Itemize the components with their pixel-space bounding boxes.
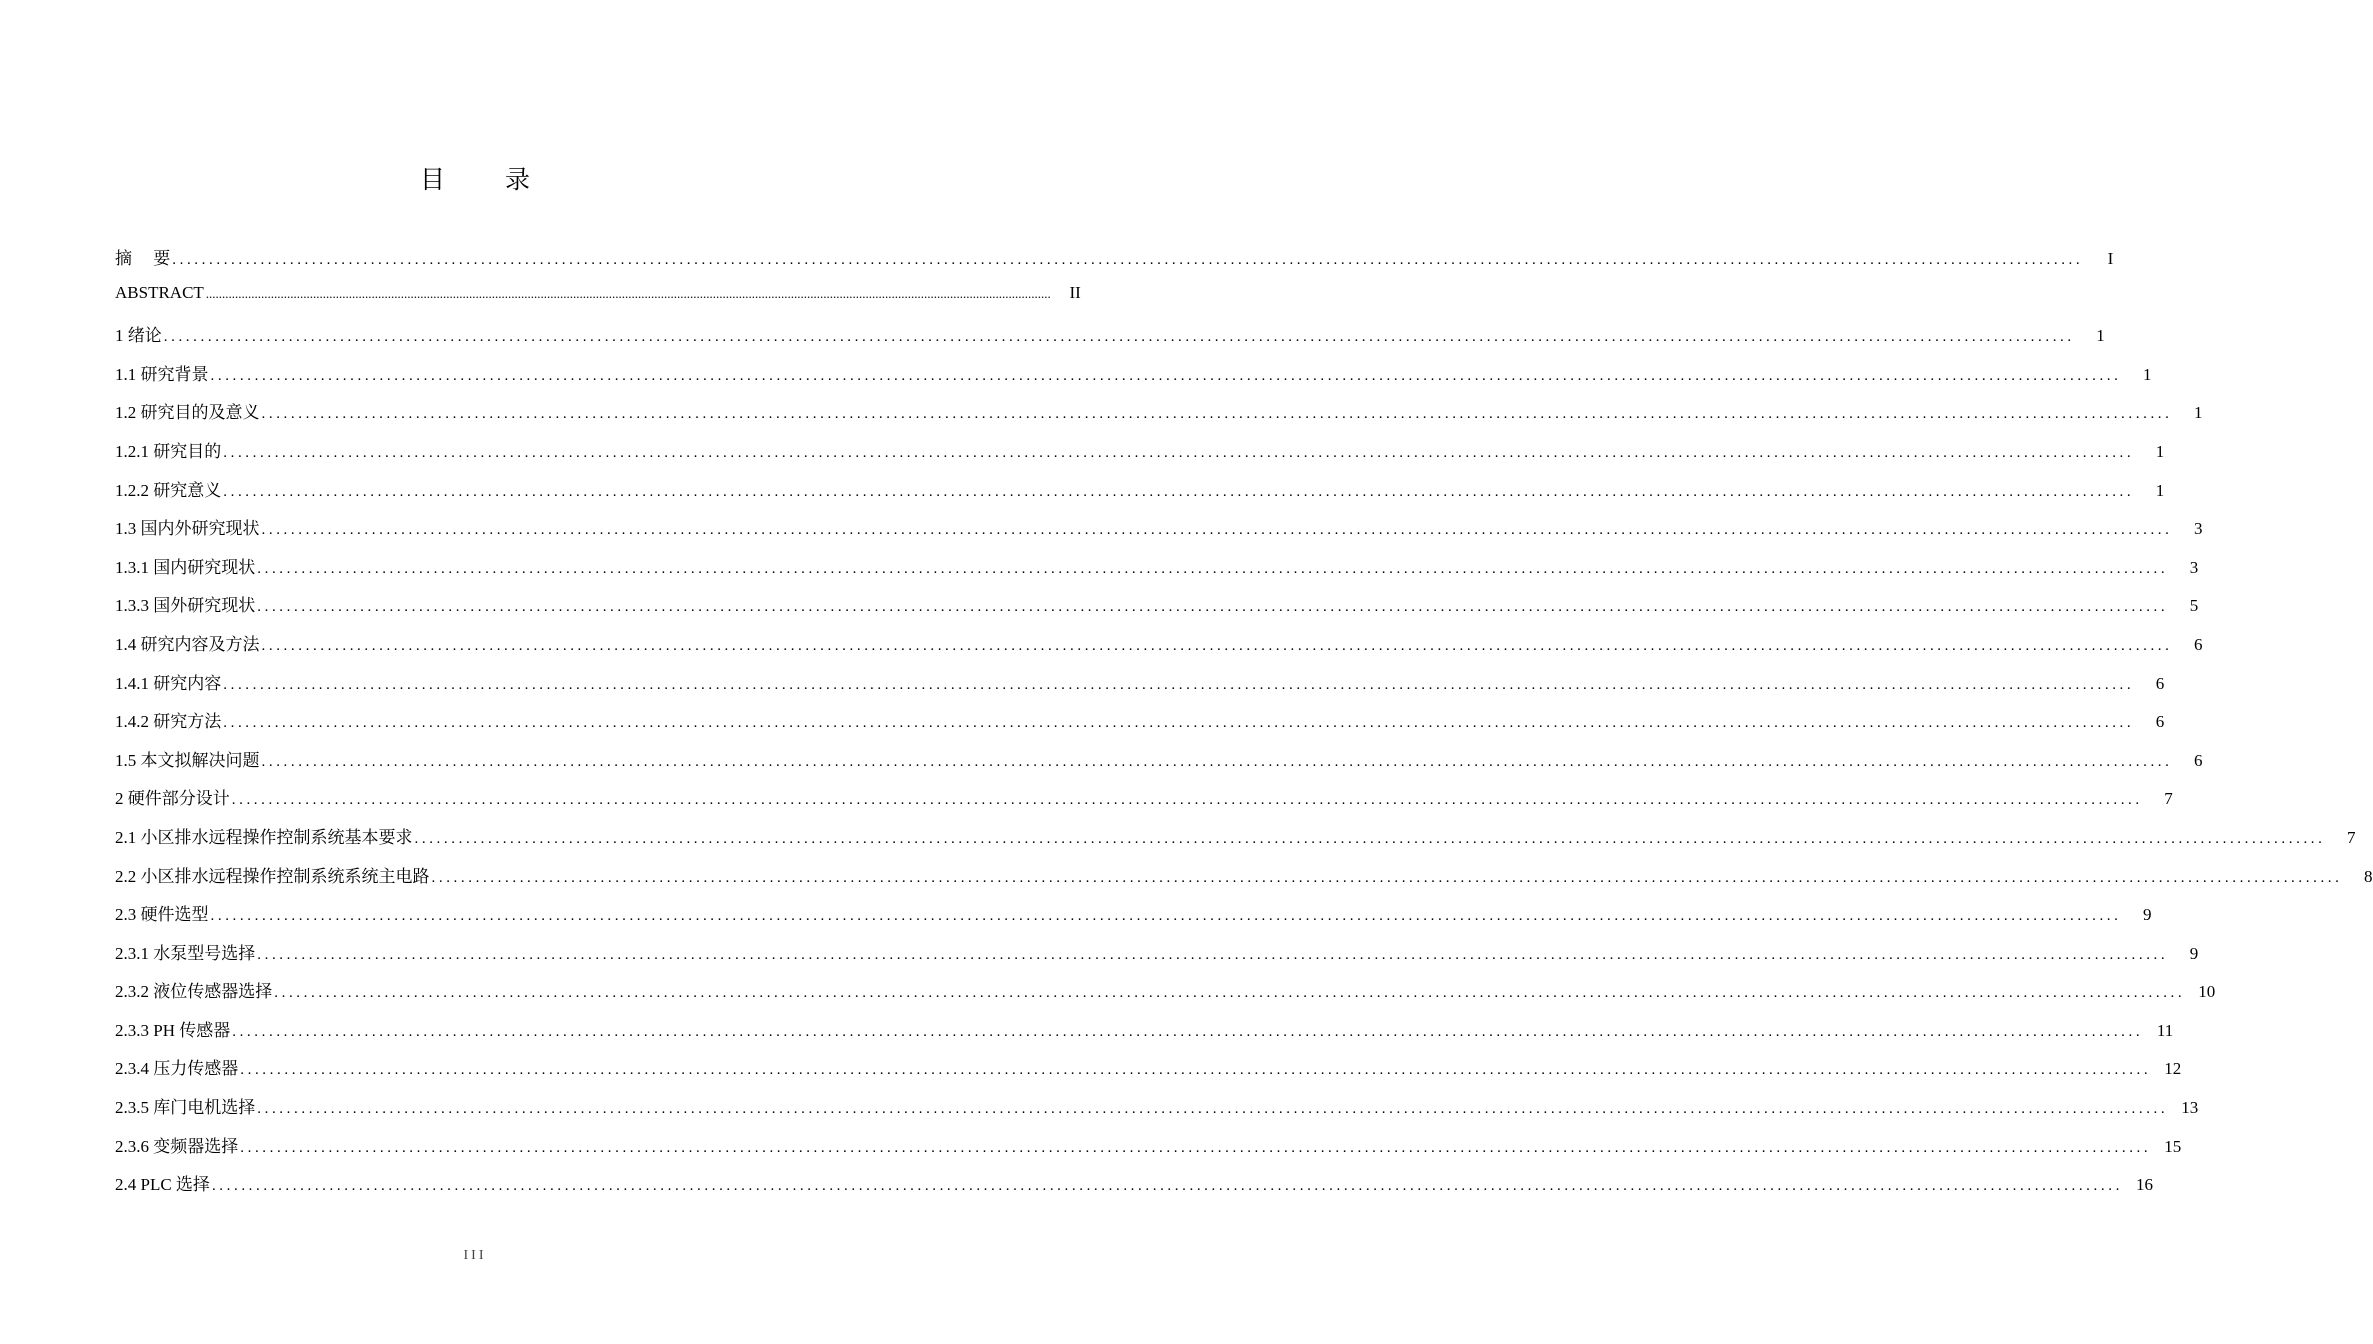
toc-dot-leader: .................................................................................................................................................................................................................................................................... [223, 444, 2135, 461]
toc-entry-page: 12 [2164, 1059, 2182, 1079]
toc-entry[interactable] [115, 1132, 2182, 1171]
toc-dot-leader: .................................................................................................................................................................................................................................................................... [274, 985, 2186, 1002]
toc-entry-label: 2.3.3 PH 传感器 [115, 1020, 231, 1040]
toc-entry[interactable] [115, 437, 2165, 476]
toc-dot-leader: .................................................................................................................................................................................................................................................................... [261, 637, 2173, 654]
toc-entry[interactable] [115, 669, 2165, 708]
toc-dot-leader: .................................................................................................................................................................................................................................................................... [231, 792, 2143, 809]
toc-entry-page: 5 [2189, 596, 2199, 616]
toc-entry-page: 1 [2155, 480, 2165, 500]
toc-entry-page: 8 [2364, 866, 2373, 886]
toc-dot-leader: .................................................................................................................................................................................................................................................................... [232, 1023, 2144, 1040]
toc-entry-page: 9 [2143, 905, 2152, 925]
toc-entry-page: 3 [2189, 557, 2199, 577]
toc-dot-leader: .................................................................................................................................................................................................................................................................... [261, 522, 2173, 539]
toc-entry[interactable] [115, 244, 2114, 283]
toc-entry-label: 1.3.3 国外研究现状 [115, 596, 256, 616]
toc-entry[interactable] [115, 823, 2356, 862]
toc-entry-label: 1.3 国内外研究现状 [115, 519, 260, 539]
toc-entry-label: 2.1 小区排水远程操作控制系统基本要求 [115, 827, 413, 847]
toc-entry-page: 1 [2096, 326, 2105, 346]
toc-entry[interactable] [115, 1170, 2153, 1209]
toc-entry-label: 1.2.1 研究目的 [115, 441, 222, 461]
toc-entry-label: 2.3.5 库门电机选择 [115, 1098, 256, 1118]
toc-entry[interactable] [115, 591, 2199, 630]
toc-entry-page: 7 [2164, 789, 2173, 809]
toc-dot-leader: .................................................................................................................................................................................................................................................................... [257, 1101, 2169, 1118]
toc-entry-page: 15 [2164, 1136, 2182, 1156]
toc-entry-page: 3 [2194, 519, 2203, 539]
toc-entry-page: 16 [2135, 1175, 2153, 1195]
toc-entry[interactable] [115, 977, 2216, 1016]
toc-entry[interactable] [115, 939, 2199, 978]
toc-entry-page: I [2107, 249, 2114, 268]
toc-entry-label: 1.4 研究内容及方法 [115, 634, 260, 654]
toc-dot-leader: .................................................................................................................................................................................................................................................................... [163, 329, 2075, 346]
toc-entry-label: 2.3.6 变频器选择 [115, 1136, 239, 1156]
toc-entry-label: 1 绪论 [115, 326, 162, 346]
toc-entry-page: 11 [2156, 1020, 2174, 1040]
toc-entry-label: 2.3.2 液位传感器选择 [115, 982, 273, 1002]
toc-dot-leader: .................................................................................................................................................................................................................................................................... [210, 367, 2122, 384]
toc-entry[interactable] [115, 321, 2105, 360]
toc-entry[interactable] [115, 360, 2152, 399]
toc-entry-page: 7 [2347, 827, 2356, 847]
toc-entry-label: 2.3.4 压力传感器 [115, 1059, 239, 1079]
toc-entry[interactable] [115, 707, 2165, 746]
toc-dot-leader: .................................................................................................................................................................................................................................................................... [257, 946, 2169, 963]
toc-title: 目 录 [420, 165, 556, 194]
toc-entry-page: 10 [2198, 982, 2216, 1002]
table-of-contents [115, 244, 2373, 1209]
toc-entry-label: 1.4.1 研究内容 [115, 673, 222, 693]
toc-dot-leader: .................................................................................................................................................................................................................................................................... [240, 1139, 2152, 1156]
toc-entry[interactable] [115, 553, 2199, 592]
toc-entry[interactable] [115, 630, 2203, 669]
toc-entry-label: 1.2.2 研究意义 [115, 480, 222, 500]
toc-entry[interactable] [115, 784, 2173, 823]
toc-entry-page: 6 [2194, 634, 2203, 654]
toc-entry[interactable] [115, 476, 2165, 515]
toc-entry-label: 摘 要 [115, 249, 171, 268]
toc-dot-leader: .................................................................................................................................................................................................................................................................... [257, 560, 2169, 577]
toc-entry-page: 13 [2181, 1098, 2199, 1118]
toc-entry[interactable] [115, 746, 2203, 785]
toc-entry-label: ABSTRACT [115, 282, 204, 302]
toc-entry[interactable] [115, 1016, 2174, 1055]
toc-entry-label: 1.3.1 国内研究现状 [115, 557, 256, 577]
toc-dot-leader: .................................................................................................................................................................................................................................................................... [414, 830, 2326, 847]
toc-entry-label: 1.5 本文拟解决问题 [115, 750, 260, 770]
toc-dot-leader: .................................................................................................................................................................................................................................................................... [261, 406, 2173, 423]
page-number-footer: III [463, 1248, 487, 1263]
toc-entry-page: 6 [2155, 712, 2165, 732]
toc-entry-label: 1.1 研究背景 [115, 364, 209, 384]
toc-entry-page: 9 [2189, 943, 2199, 963]
toc-entry-label: 2 硬件部分设计 [115, 789, 230, 809]
toc-dot-leader: .................................................................................................................................................................................................................................................................... [223, 676, 2135, 693]
toc-entry-label: 2.3.1 水泵型号选择 [115, 943, 256, 963]
toc-entry[interactable] [115, 282, 1081, 322]
toc-dot-leader: .................................................................................................................................................................................................................................................................... [431, 869, 2343, 886]
toc-entry-page: 1 [2194, 403, 2203, 423]
toc-dot-leader: .................................................................................................................................................................................................................................................................... [223, 715, 2135, 732]
toc-entry-page: 6 [2155, 673, 2165, 693]
toc-dot-leader: .................................................................................................................................................................................................................................................................... [210, 908, 2122, 925]
toc-dot-leader: .................................................................................................................................................................................................................................................................... [172, 252, 2084, 268]
toc-entry-page: 1 [2143, 364, 2152, 384]
toc-entry[interactable] [115, 398, 2203, 437]
toc-entry-label: 1.4.2 研究方法 [115, 712, 222, 732]
toc-dot-leader: .................................................................................................................................................................................................................................................................... [261, 753, 2173, 770]
toc-entry-label: 1.2 研究目的及意义 [115, 403, 260, 423]
toc-entry[interactable] [115, 862, 2373, 901]
toc-entry-page: 1 [2155, 441, 2165, 461]
toc-entry[interactable] [115, 900, 2152, 939]
toc-dot-leader: .................................................................................................................................................................................................................................................................... [223, 483, 2135, 500]
toc-entry-label: 2.4 PLC 选择 [115, 1175, 210, 1195]
toc-entry-page: 6 [2194, 750, 2203, 770]
toc-dot-leader: .................................................................................................................................................................................................................................................................... [240, 1062, 2152, 1079]
toc-entry[interactable] [115, 514, 2203, 553]
toc-dot-leader: .................................................................................................................................................................................................................................................................... [205, 285, 1051, 301]
toc-entry-label: 2.3 硬件选型 [115, 905, 209, 925]
toc-entry-page: II [1069, 282, 1081, 302]
toc-entry-label: 2.2 小区排水远程操作控制系统系统主电路 [115, 866, 430, 886]
toc-dot-leader: .................................................................................................................................................................................................................................................................... [211, 1178, 2123, 1195]
toc-entry[interactable] [115, 1054, 2182, 1093]
toc-entry[interactable] [115, 1093, 2199, 1132]
toc-dot-leader: .................................................................................................................................................................................................................................................................... [257, 599, 2169, 616]
